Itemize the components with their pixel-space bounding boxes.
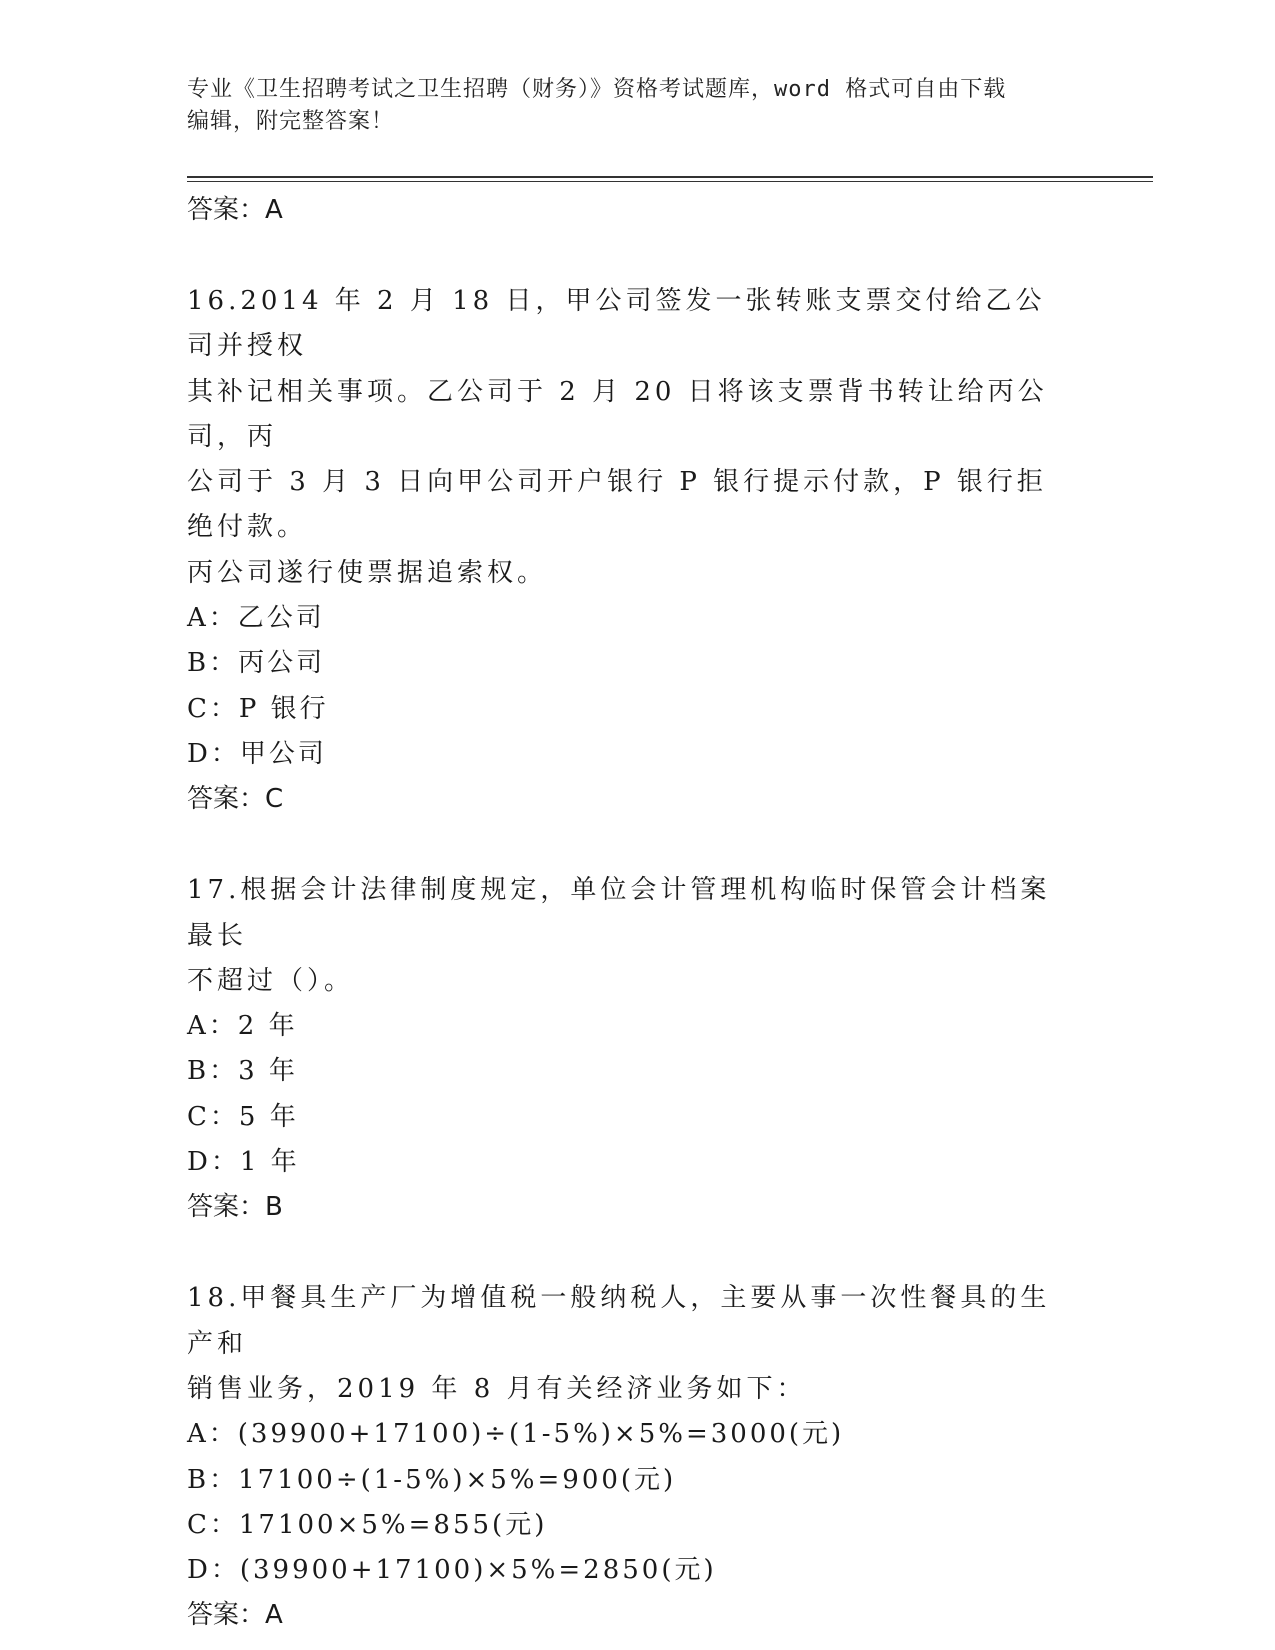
spacer [187,1230,1087,1276]
stem-line: 其补记相关事项。乙公司于 2 月 20 日将该支票背书转让给丙公司，丙 [187,376,1048,452]
question-16 [187,279,1087,822]
answer-line: 答案：A [187,1600,283,1631]
question-list [187,188,1087,1638]
option-b: B：17100÷(1-5%)×5%=900(元) [187,1464,677,1495]
option-d: D：(39900+17100)×5%=2850(元) [187,1555,717,1586]
option-a: A：2 年 [187,1011,298,1042]
option-d: D：甲公司 [187,738,327,769]
document-header [187,74,1067,138]
header-line-2: 编辑，附完整答案！ [187,109,395,134]
question-17 [187,868,1087,1230]
stem-line: 16.2014 年 2 月 18 日，甲公司签发一张转账支票交付给乙公司并授权 [187,286,1046,362]
question-18 [187,1276,1087,1638]
spacer [187,822,1087,868]
stem-line: 不超过（）。 [187,965,355,996]
stem-line: 17.根据会计法律制度规定，单位会计管理机构临时保管会计档案最长 [187,875,1051,951]
stem-line: 18.甲餐具生产厂为增值税一般纳税人，主要从事一次性餐具的生产和 [187,1283,1051,1359]
option-a: A：(39900+17100)÷(1-5%)×5%=3000(元) [187,1419,845,1450]
option-c: C：5 年 [187,1101,299,1132]
stem-line: 销售业务，2019 年 8 月有关经济业务如下： [187,1373,807,1404]
stem-line: 公司于 3 月 3 日向甲公司开户银行 P 银行提示付款，P 银行拒绝付款。 [187,467,1047,543]
option-c: C：17100×5%=855(元) [187,1509,548,1540]
answer-line: 答案：C [187,784,284,815]
option-a: A：乙公司 [187,603,325,634]
previous-answer: 答案：A [187,195,283,225]
option-c: C：P 银行 [187,693,329,724]
question-stem [187,1276,1067,1412]
header-divider-thick [187,176,1153,178]
stem-line: 丙公司遂行使票据追索权。 [187,557,548,588]
question-stem [187,279,1067,596]
option-d: D：1 年 [187,1147,300,1178]
header-divider-thin [187,181,1153,182]
question-stem [187,868,1067,1004]
option-b: B：丙公司 [187,648,326,679]
option-b: B：3 年 [187,1056,298,1087]
spacer [187,233,1087,279]
answer-line: 答案：B [187,1192,283,1223]
header-line-1: 专业《卫生招聘考试之卫生招聘（财务）》资格考试题库，word 格式可自由下载 [187,77,1007,102]
